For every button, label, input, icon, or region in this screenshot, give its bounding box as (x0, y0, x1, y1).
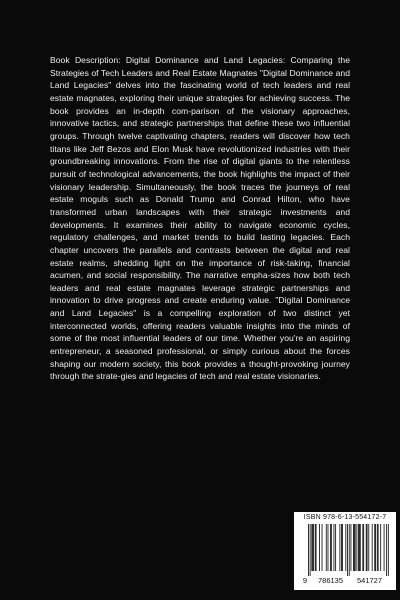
barcode-bar (362, 524, 363, 571)
barcode-digits: 786135 (317, 576, 344, 585)
barcode-bar (359, 524, 360, 571)
barcode-bar (322, 524, 323, 571)
barcode-bar (331, 524, 332, 571)
barcode-bar (310, 524, 311, 576)
barcode-bar (335, 524, 336, 571)
barcode-bar (374, 524, 375, 571)
barcode-bar (326, 524, 327, 571)
barcode-bar (312, 524, 313, 571)
barcode-bar (339, 524, 340, 571)
barcode-bar (319, 524, 320, 571)
barcode-icon (300, 524, 390, 586)
barcode-digits: 541727 (356, 576, 383, 585)
barcode-bar (353, 524, 354, 571)
barcode-bar (377, 524, 378, 571)
barcode-bar (354, 524, 355, 571)
barcode-bar (334, 524, 335, 571)
barcode-bar (386, 524, 387, 576)
barcode-bar (380, 524, 381, 571)
barcode-bar (366, 524, 367, 571)
barcode-bar (341, 524, 342, 571)
barcode-bar (313, 524, 314, 571)
barcode-bar (368, 524, 369, 571)
barcode-bar (355, 524, 356, 571)
barcode-bar (367, 524, 368, 571)
barcode-bar (378, 524, 379, 571)
barcode-bar (372, 524, 373, 571)
barcode-bar (360, 524, 361, 571)
barcode-bar (351, 524, 352, 571)
barcode-bar (316, 524, 317, 571)
barcode-bar (349, 524, 350, 576)
barcode-bar (315, 524, 316, 571)
barcode-bar (363, 524, 364, 571)
barcode-bar (358, 524, 359, 571)
barcode-bar (384, 524, 385, 571)
isbn-barcode-box (294, 512, 396, 590)
barcode-bar (375, 524, 376, 571)
barcode-bar (347, 524, 348, 576)
barcode-bar (328, 524, 329, 571)
barcode-bar (308, 524, 309, 576)
barcode-bar (356, 524, 357, 571)
barcode-bar (342, 524, 343, 571)
isbn-label: ISBN 978-6-13-554172-7 (303, 514, 387, 521)
barcode-bar (345, 524, 346, 571)
barcode-bar (388, 524, 389, 576)
barcode-bar (330, 524, 331, 571)
barcode-digits: 9 (302, 576, 307, 585)
book-description: Book Description: Digital Dominance and Land Legacies: Comparing the Strategies of Tech Leaders and Real Estate Magnates "Digital Dominance and Land Legacies" delves into the fascinating world of tech leaders and real estate magnates, exploring their unique strategies for achieving success. The book provides an in-depth com-parison of the visionary approaches, innovative tactics, and strategic partnerships that define these two influential groups. Through twelve captivating chapters, readers will discover how tech titans like Jeff Bezos and Elon Musk have revolutionized industries with their groundbreaking innovations. From the rise of digital giants to the relentless pursuit of technological advancements, the book highlights the impact of their visionary leadership. Simultaneously, the book traces the journeys of real estate moguls such as Donald Trump and Conrad Hilton, who have transformed urban landscapes with their strategic investments and developments. It examines their ability to navigate economic cycles, regulatory challenges, and market trends to build lasting legacies. Each chapter uncovers the parallels and contrasts between the digital and real estate realms, shedding light on the importance of risk-taking, financial acumen, and social responsibility. The narrative empha-sizes how both tech leaders and real estate magnates leverage strategic partnerships and innovation to drive progress and create enduring value. "Digital Dominance and Land Legacies" is a compelling exploration of two distinct yet interconnected worlds, offering readers valuable insights into the minds of some of the most influential leaders of our time. Whether you're an aspiring entrepreneur, a seasoned professional, or simply curious about the forces shaping our modern society, this book provides a thought-provoking journey through the strate-gies and legacies of tech and real estate visionaries. (50, 55, 350, 382)
barcode-bar (311, 524, 312, 571)
